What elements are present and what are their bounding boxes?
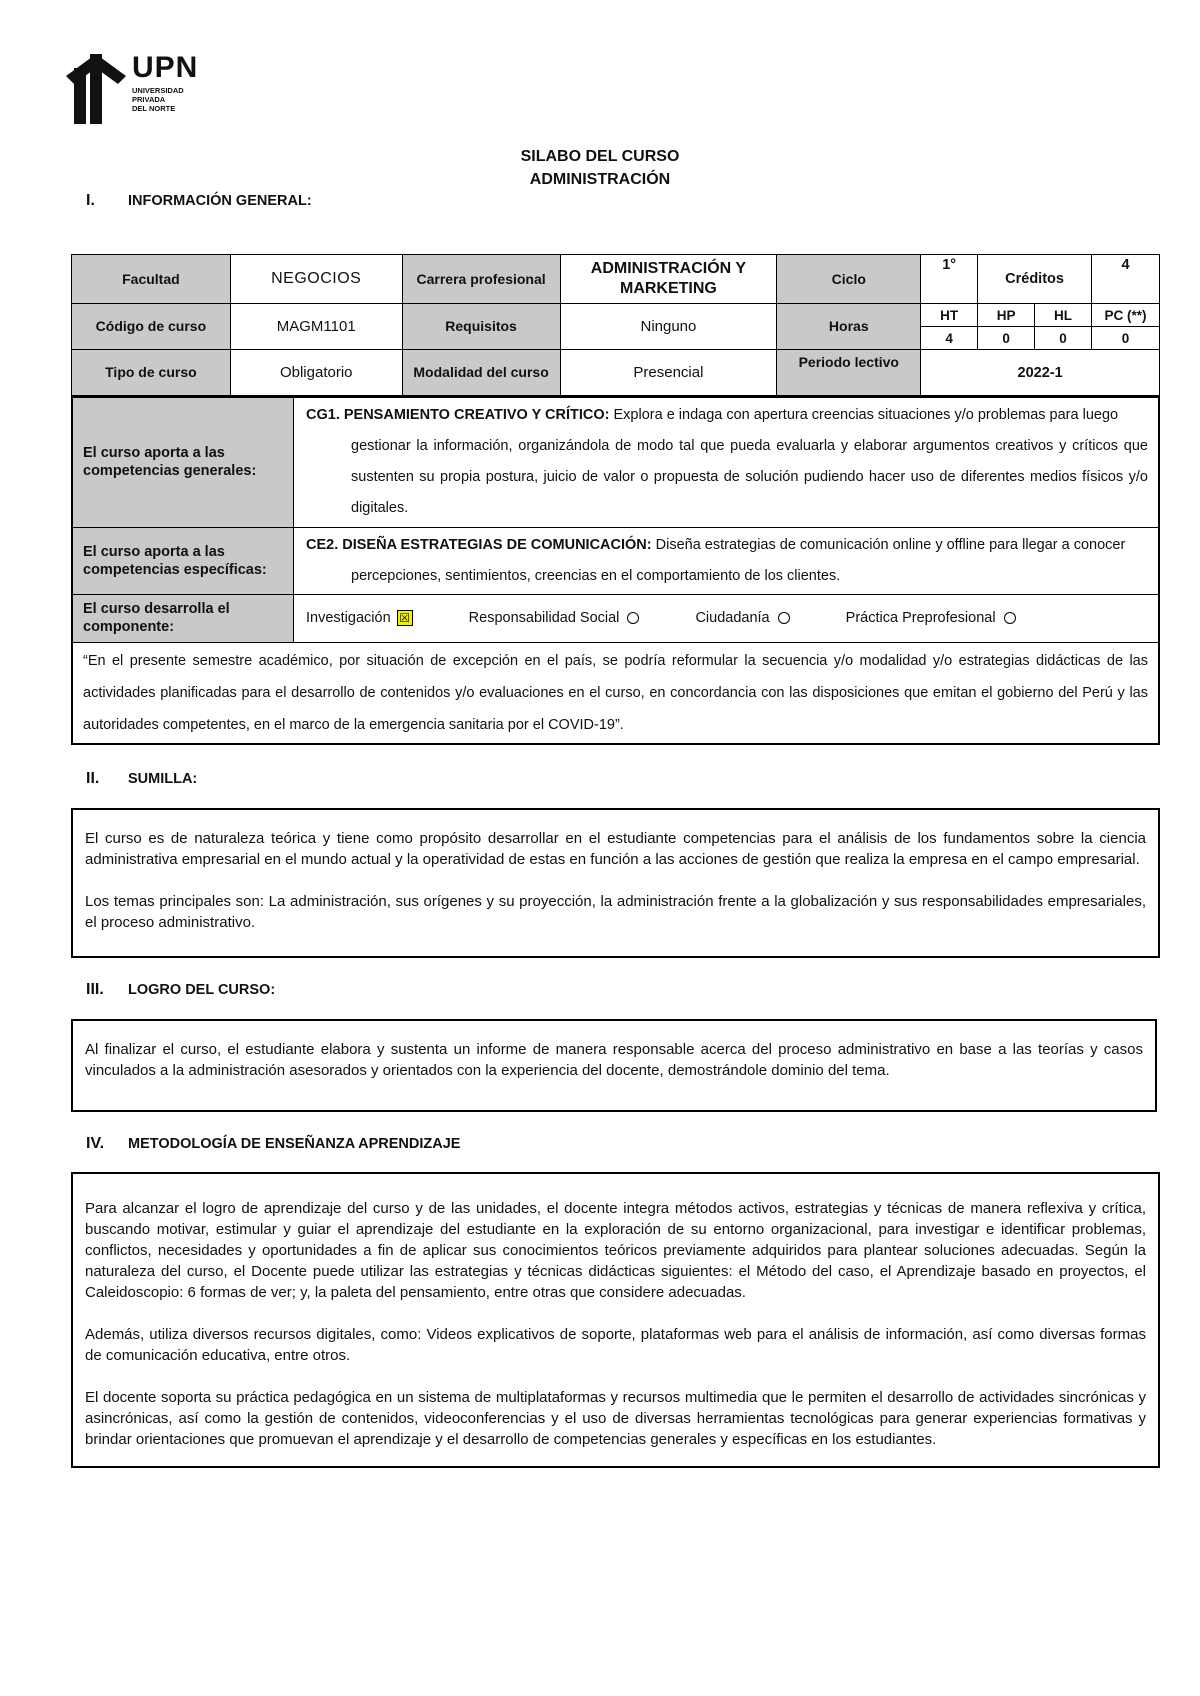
ce-text-1: Diseña estrategias de comunicación online y offline para llegar a conocer <box>655 536 1126 553</box>
componente-responsabilidad-social[interactable] <box>469 607 640 629</box>
competencias-generales-text <box>294 397 1160 527</box>
ciclo-label: Ciclo <box>777 255 921 304</box>
title-line-2: ADMINISTRACIÓN <box>529 171 671 188</box>
checked-box-icon[interactable]: ☒ <box>397 610 413 626</box>
metodologia-box <box>71 1172 1160 1468</box>
metodologia-paragraph-3: El docente soporta su práctica pedagógica en un sistema de multiplataformas y recursos multimedia que le permiten el desarrollo de actividades sincrónicas y asincrónicas, así como la gestión de contenidos, videoconferencias y el uso de diversas herramientas tecnológicas para generar experiencias formativas y brindar orientaciones que promuevan el aprendizaje y el desarrollo de competencias generales y específicas en los estudiantes. <box>85 1389 1146 1448</box>
carrera-label: Carrera profesional <box>402 255 560 304</box>
componente-label-text: Responsabilidad Social <box>468 610 620 626</box>
title-line-1: SILABO DEL CURSO <box>520 148 680 165</box>
document-title <box>0 145 1200 191</box>
sumilla-box <box>71 808 1160 958</box>
logro-box <box>71 1019 1157 1112</box>
facultad-value: NEGOCIOS <box>230 255 402 304</box>
sumilla-paragraph-2: Los temas principales son: La administración, sus orígenes y su proyección, la administración frente a la globalización y sus responsabilidades empresariales, el proceso administrativo. <box>85 893 1146 931</box>
cg-text-2: gestionar la información, organizándola de modo tal que pueda evaluarla y elaborar argumentos creativos y críticos que sustenten su propia postura, juicio de valor o propuesta de solución pudiendo hacer uso de diferentes medios físicos y/o digitales. <box>351 438 1148 517</box>
componente-label-text: Práctica Preprofesional <box>845 610 996 626</box>
competencias-table <box>71 396 1160 745</box>
componente-options <box>294 594 1160 642</box>
carrera-value: ADMINISTRACIÓN Y MARKETING <box>560 255 777 304</box>
periodo-value: 2022-1 <box>921 350 1160 396</box>
radio-empty-icon[interactable] <box>1004 612 1016 624</box>
logo-wordmark: UPN <box>132 51 199 84</box>
pc-value: 0 <box>1092 327 1160 350</box>
creditos-value: 4 <box>1092 255 1160 304</box>
ce-text-2: percepciones, sentimientos, creencias en el comportamiento de los clientes. <box>351 567 841 584</box>
componente-practica-preprofesional[interactable] <box>846 607 1016 629</box>
logro-paragraph-1: Al finalizar el curso, el estudiante elabora y sustenta un informe de manera responsable acerca del proceso administrativo en base a las teorías y casos vinculados a la administración asesorados y orientados con la experiencia del docente, demostrándole dominio del tema. <box>85 1041 1143 1079</box>
pc-label: PC (**) <box>1092 304 1160 327</box>
ciclo-value: 1° <box>921 255 978 304</box>
ht-value: 4 <box>921 327 978 350</box>
upn-logo-icon <box>66 54 126 124</box>
modalidad-value: Presencial <box>560 350 777 396</box>
logo-subtitle <box>132 86 184 113</box>
section-label: METODOLOGÍA DE ENSEÑANZA APRENDIZAJE <box>128 1136 461 1152</box>
section-heading-4 <box>86 1135 460 1153</box>
ht-label: HT <box>921 304 978 327</box>
requisitos-label: Requisitos <box>402 304 560 350</box>
logo-line: PRIVADA <box>132 95 166 104</box>
logo-line: DEL NORTE <box>132 104 176 113</box>
section-heading-2 <box>86 770 197 788</box>
section-label: LOGRO DEL CURSO: <box>128 982 276 998</box>
hp-value: 0 <box>978 327 1035 350</box>
section-heading-1 <box>86 192 312 210</box>
section-label: INFORMACIÓN GENERAL: <box>128 193 312 209</box>
codigo-value: MAGM1101 <box>230 304 402 350</box>
hl-value: 0 <box>1035 327 1092 350</box>
requisitos-value: Ninguno <box>560 304 777 350</box>
upn-logo <box>66 52 206 124</box>
facultad-label: Facultad <box>72 255 231 304</box>
metodologia-paragraph-2: Además, utiliza diversos recursos digitales, como: Videos explicativos de soporte, plataformas web para el análisis de información, así como diversas formas de comunicación educativa, entre otros. <box>85 1326 1146 1364</box>
cg-text-1: Explora e indaga con apertura creencias situaciones y/o problemas para luego <box>613 407 1119 424</box>
competencias-generales-label: El curso aporta a las competencias generales: <box>72 397 294 527</box>
section-label: SUMILLA: <box>128 771 198 787</box>
section-number: II. <box>86 770 100 787</box>
tipo-value: Obligatorio <box>230 350 402 396</box>
cg-title: CG1. PENSAMIENTO CREATIVO Y CRÍTICO: <box>306 407 610 424</box>
logo-line: UNIVERSIDAD <box>132 86 184 95</box>
componente-label: El curso desarrolla el componente: <box>72 594 294 642</box>
competencias-especificas-text <box>294 527 1160 594</box>
componente-label-text: Investigación <box>306 610 391 626</box>
radio-empty-icon[interactable] <box>627 612 639 624</box>
general-info-table <box>71 254 1160 396</box>
hl-label: HL <box>1035 304 1092 327</box>
section-number: III. <box>86 981 104 998</box>
codigo-label: Código de curso <box>72 304 231 350</box>
componente-investigacion[interactable] <box>306 607 413 629</box>
covid-note: “En el presente semestre académico, por situación de excepción en el país, se podría reformular la secuencia y/o modalidad y/o estrategias didácticas de las actividades planificadas para el desarrollo de contenidos y/o evaluaciones en el curso, en concordancia con las disposiciones que emitan el gobierno del Perú y las autoridades competentes, en el marco de la emergencia sanitaria por el COVID-19”. <box>72 642 1159 744</box>
horas-label: Horas <box>777 304 921 350</box>
modalidad-label: Modalidad del curso <box>402 350 560 396</box>
componente-label-text: Ciudadanía <box>695 610 770 626</box>
section-heading-3 <box>86 981 275 999</box>
radio-empty-icon[interactable] <box>778 612 790 624</box>
competencias-especificas-label: El curso aporta a las competencias específicas: <box>72 527 294 594</box>
ce-title: CE2. DISEÑA ESTRATEGIAS DE COMUNICACIÓN: <box>306 536 652 553</box>
componente-ciudadania[interactable] <box>695 607 789 629</box>
hp-label: HP <box>978 304 1035 327</box>
section-number: I. <box>86 192 95 209</box>
section-number: IV. <box>86 1135 105 1152</box>
creditos-label: Créditos <box>978 255 1092 304</box>
tipo-label: Tipo de curso <box>72 350 231 396</box>
metodologia-paragraph-1: Para alcanzar el logro de aprendizaje del curso y de las unidades, el docente integra métodos activos, estrategias y técnicas de manera reflexiva y crítica, buscando motivar, estimular y guiar el aprendizaje del estudiante en la exploración de su entorno organizacional, para investigar e identificar problemas, conflictos, necesidades y oportunidades a fin de aplicar sus conocimientos teóricos previamente adquiridos para plantear soluciones adecuadas. Según la naturaleza del curso, el Docente puede utilizar las estrategias y técnicas didácticas siguientes: el Método del caso, el Aprendizaje basado en proyectos, el Caleidoscopio: 6 formas de ver; y, la paleta del pensamiento, entre otras que considere adecuadas. <box>85 1200 1146 1301</box>
sumilla-paragraph-1: El curso es de naturaleza teórica y tiene como propósito desarrollar en el estudiante competencias para el análisis de los fundamentos sobre la ciencia administrativa empresarial en el mundo actual y la operatividad de estas en función a las acciones de gestión que realiza la empresa en el campo empresarial. <box>85 830 1146 868</box>
periodo-label: Periodo lectivo <box>777 350 921 396</box>
